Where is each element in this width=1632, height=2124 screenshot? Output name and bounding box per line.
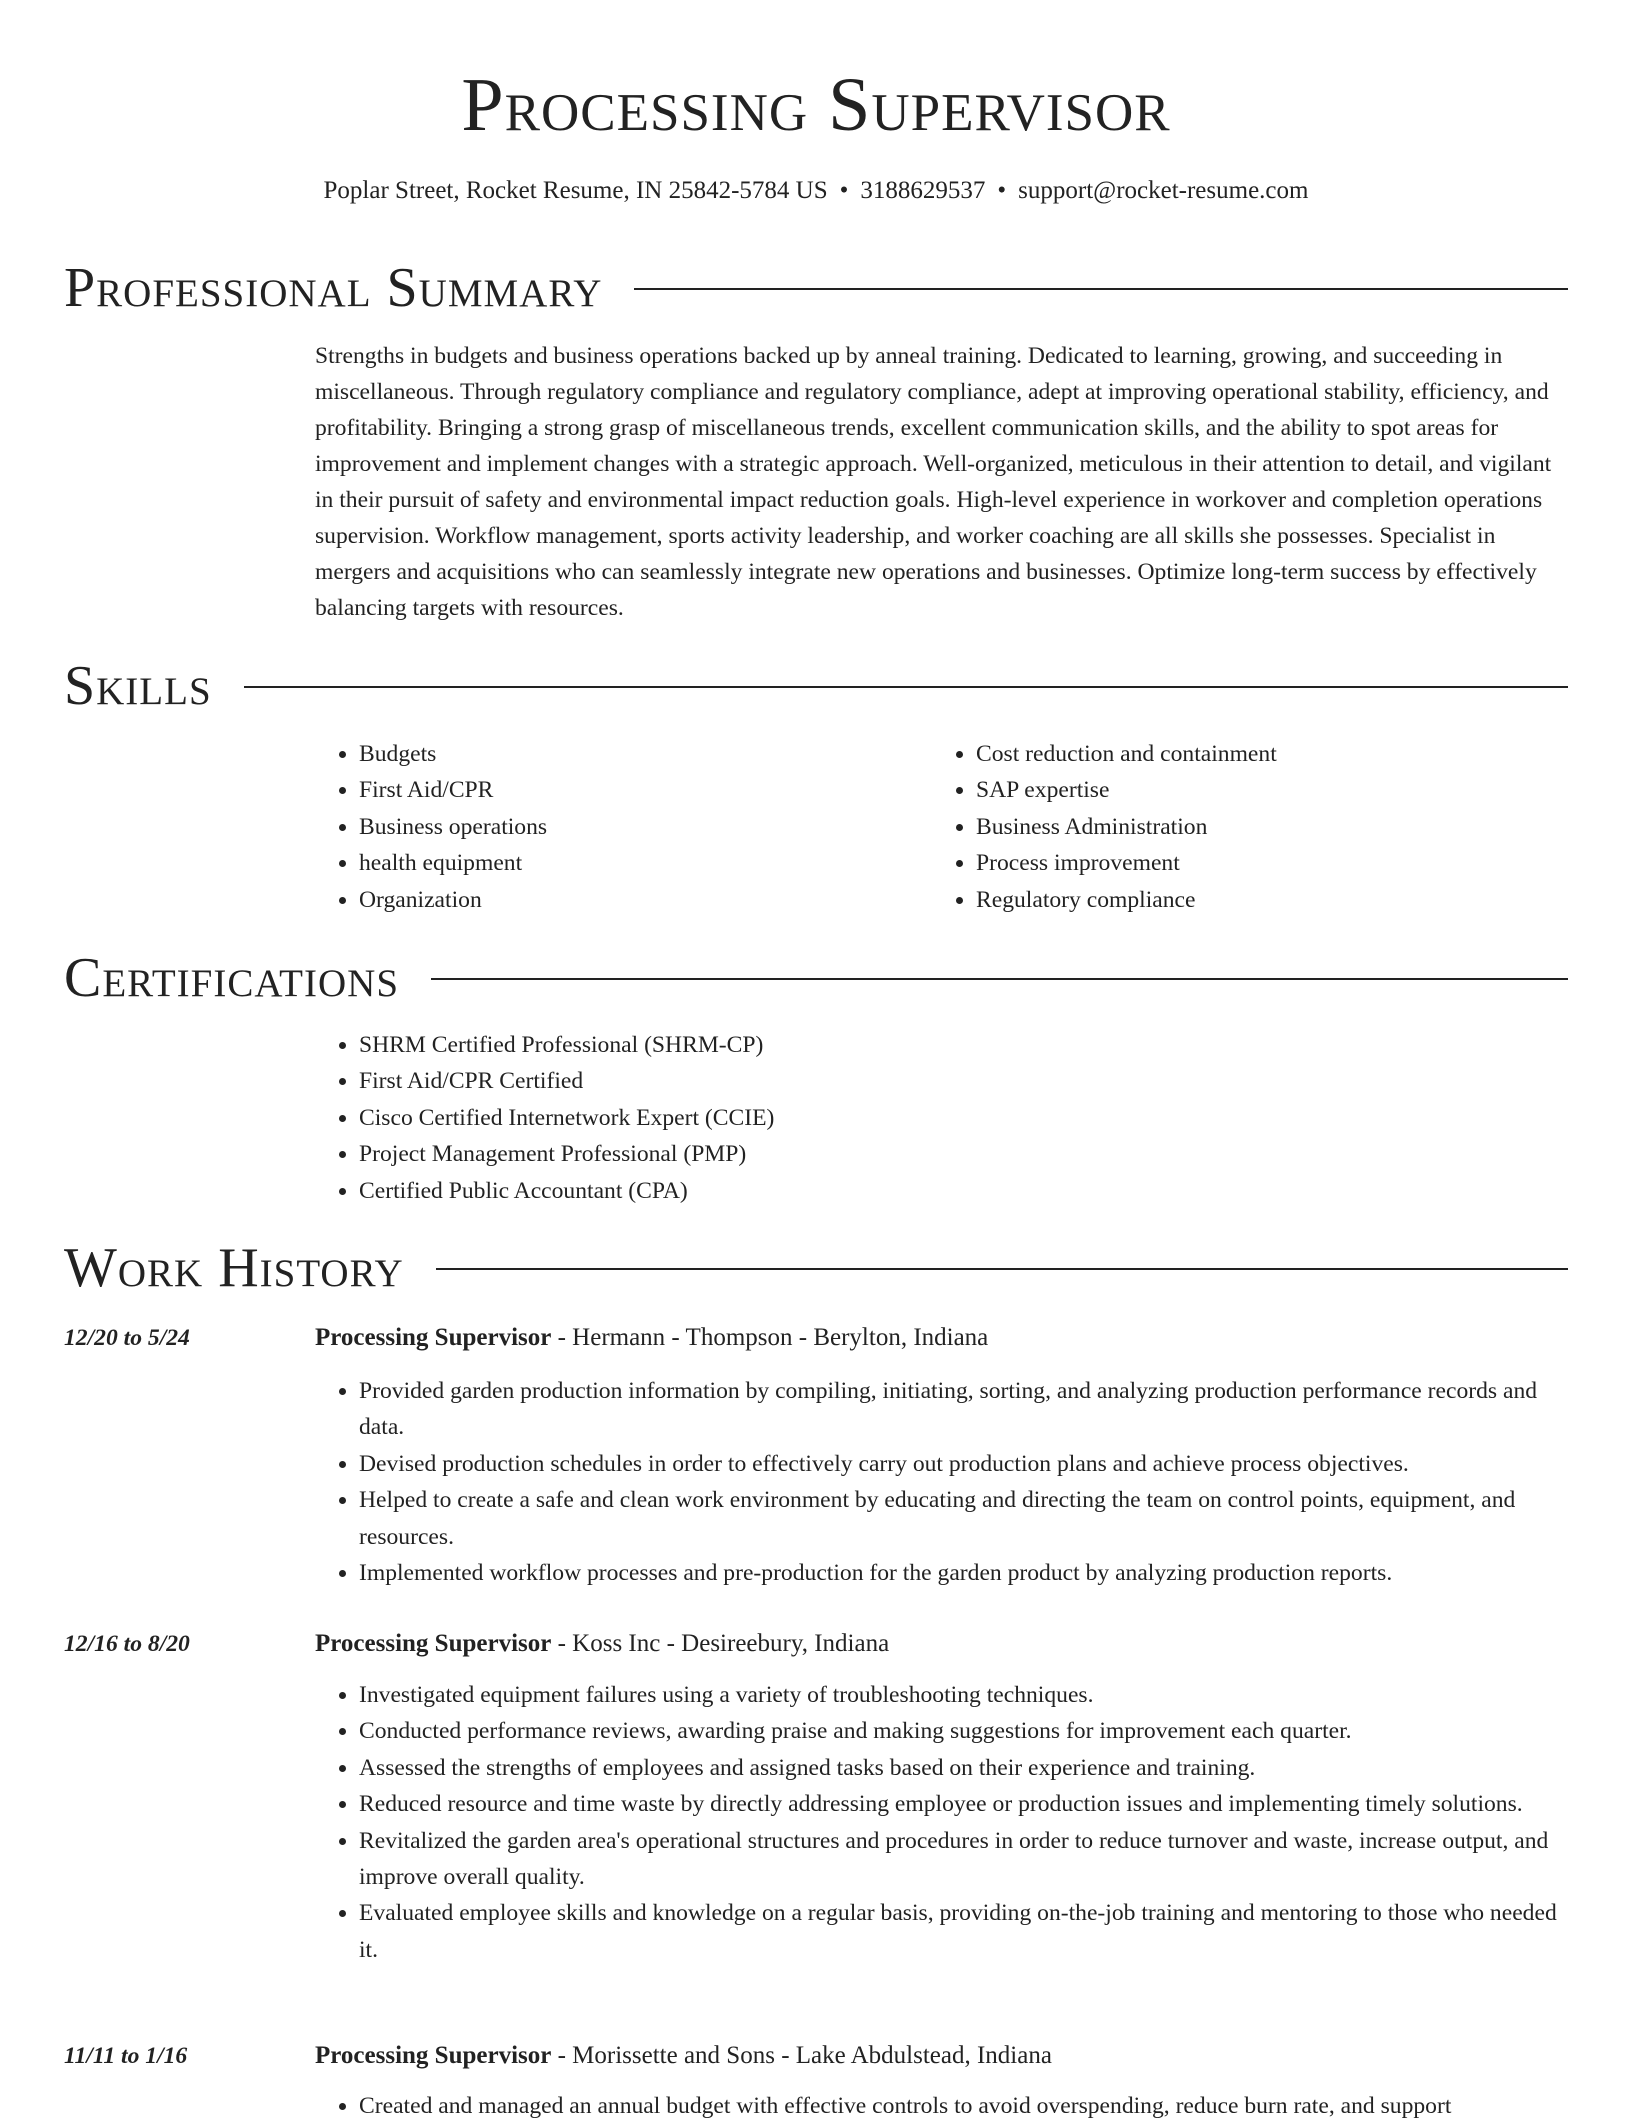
resume-name: Processing Supervisor [461,63,1171,147]
skill-item: • First Aid/CPR [359,772,875,808]
job-bullets [315,1677,1569,1968]
job-employer-location: - Hermann - Thompson - Berylton, Indiana [551,1324,989,1351]
job-title-line [315,1320,1569,1356]
job-bullet: • Reduced resource and time waste by directly addressing employee or production issues and implementing timely solutions. [359,1786,1569,1822]
job-title: Processing Supervisor [315,2042,552,2069]
job-bullet: • Assessed the strengths of employees and assigned tasks based on their experience and training. [359,1750,1569,1786]
job-dates: 11/11 to 1/16 [64,2043,188,2069]
certification-item: • SHRM Certified Professional (SHRM-CP) [359,1027,1569,1063]
job-bullet: • Created and managed an annual budget with effective controls to avoid overspending, reduce burn rate, and support [359,2088,1569,2124]
summary-section-header [64,256,1568,320]
job-dates: 12/16 to 8/20 [64,1631,190,1657]
work-history-section-header [64,1236,1568,1300]
job-title: Processing Supervisor [315,1630,552,1657]
section-divider [436,1268,1568,1270]
certification-item: • Cisco Certified Internetwork Expert (CCIE) [359,1100,1569,1136]
summary-heading: Professional Summary [64,257,603,319]
skills-left-column [315,736,875,918]
skills-right-list [932,736,1492,918]
section-divider [431,978,1568,980]
contact-separator: • [997,177,1007,204]
job-bullet: • Conducted performance reviews, awarding praise and making suggestions for improvement each quarter. [359,1713,1569,1749]
skill-item: • Process improvement [976,845,1492,881]
job-title: Processing Supervisor [315,1324,552,1351]
job-bullet: • Revitalized the garden area's operational structures and procedures in order to reduce turnover and waste, increase output, and improve overall quality. [359,1823,1569,1896]
contact-line [0,174,1632,208]
job-bullet-list [315,1677,1569,1968]
skill-item: • Budgets [359,736,875,772]
skill-item: • Regulatory compliance [976,882,1492,918]
work-history-heading: Work History [64,1237,404,1299]
job-dates: 12/20 to 5/24 [64,1325,190,1351]
job-bullet: • Investigated equipment failures using a variety of troubleshooting techniques. [359,1677,1569,1713]
certifications-list [315,1027,1569,1209]
job-bullet: • Implemented workflow processes and pre-production for the garden product by analyzing production reports. [359,1555,1569,1591]
skill-item: • Cost reduction and containment [976,736,1492,772]
job-bullet-list [315,1373,1569,1591]
job-bullets [315,1373,1569,1591]
skill-item: • health equipment [359,845,875,881]
certifications-list-container [315,1027,1569,1209]
skill-item: • Business Administration [976,809,1492,845]
skills-heading: Skills [64,655,212,717]
contact-address: Poplar Street, Rocket Resume, IN 25842-5784 US [323,177,828,204]
job-bullet: • Provided garden production information by compiling, initiating, sorting, and analyzing production performance records and data. [359,1373,1569,1446]
job-bullet: • Evaluated employee skills and knowledge on a regular basis, providing on-the-job training and mentoring to those who needed it. [359,1895,1569,1968]
certifications-section-header [64,946,1568,1010]
skill-item: • Organization [359,882,875,918]
skills-left-list [315,736,875,918]
job-bullet: • Devised production schedules in order to effectively carry out production plans and achieve process objectives. [359,1446,1569,1482]
summary-text: Strengths in budgets and business operations backed up by anneal training. Dedicated to learning, growing, and succeeding in miscellaneous. Through regulatory compliance and regulatory compliance, adept at improving operational stability, efficiency, and profitability. Bringing a strong grasp of miscellaneous trends, excellent communication skills, and the ability to spot areas for improvement and implement changes with a strategic approach. Well-organized, meticulous in their attention to detail, and vigilant in their pursuit of safety and environmental impact reduction goals. High-level experience in workover and completion operations supervision. Workflow management, sports activity leadership, and worker coaching are all skills she possesses. Specialist in mergers and acquisitions who can seamlessly integrate new operations and businesses. Optimize long-term success by effectively balancing targets with resources. [315,343,1552,621]
contact-email: support@rocket-resume.com [1018,177,1309,204]
job-bullet-list [315,2088,1569,2124]
certification-item: • Certified Public Accountant (CPA) [359,1173,1569,1209]
skills-right-column [932,736,1492,918]
job-title-line [315,2038,1569,2074]
skill-item: • SAP expertise [976,772,1492,808]
job-bullets [315,2088,1569,2124]
contact-separator: • [839,177,849,204]
section-divider [244,686,1568,688]
section-divider [634,288,1568,290]
job-bullet: • Helped to create a safe and clean work environment by educating and directing the team on control points, equipment, and resources. [359,1482,1569,1555]
job-title-line [315,1626,1569,1662]
certification-item: • Project Management Professional (PMP) [359,1136,1569,1172]
certifications-heading: Certifications [64,947,400,1009]
job-employer-location: - Koss Inc - Desireebury, Indiana [551,1630,890,1657]
skills-section-header [64,654,1568,718]
certification-item: • First Aid/CPR Certified [359,1063,1569,1099]
job-employer-location: - Morissette and Sons - Lake Abdulstead, Indiana [551,2042,1052,2069]
skill-item: • Business operations [359,809,875,845]
contact-phone: 3188629537 [860,177,986,204]
